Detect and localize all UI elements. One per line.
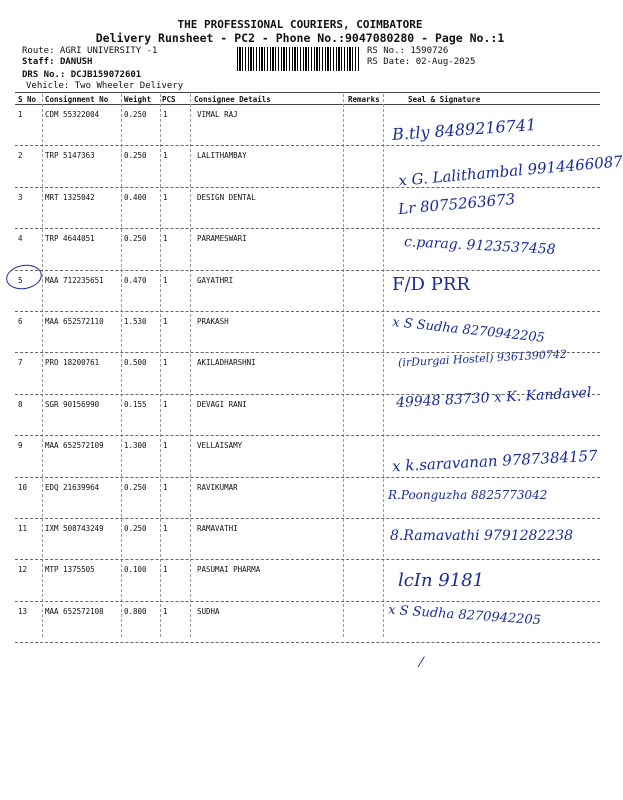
- row-cell-sno: 5: [18, 275, 23, 285]
- signature-row-5: F/D PRR: [392, 274, 470, 295]
- drs-info: DRS No.: DCJB159072601: [22, 70, 142, 80]
- signature-row-2: x G. Lalithambal 9914466087: [397, 152, 623, 190]
- signature-row-9: x k.saravanan 9787384157: [391, 446, 599, 476]
- row-divider: [15, 270, 600, 271]
- row-cell-weight: 0.250: [124, 110, 147, 119]
- row-divider: [15, 601, 600, 602]
- stray-pen-mark: ⁄: [420, 655, 423, 671]
- col-header-weight: Weight: [124, 95, 152, 104]
- row-cell-consignee: PRAKASH: [197, 317, 229, 326]
- col-header-remarks: Remarks: [348, 95, 380, 104]
- circled-row-mark: [4, 262, 44, 292]
- staff-label: Staff:: [22, 57, 55, 67]
- row-cell-weight: 0.400: [124, 192, 147, 202]
- col-divider: [42, 94, 43, 637]
- row-cell-weight: 0.250: [124, 234, 147, 244]
- row-cell-sno: 6: [18, 317, 23, 326]
- row-cell-sno: 9: [18, 441, 23, 451]
- row-cell-weight: 0.800: [124, 606, 147, 616]
- signature-row-6: x S Sudha 8270942205: [391, 315, 546, 346]
- row-cell-weight: 0.155: [124, 399, 147, 409]
- col-header-sno: S No: [18, 95, 37, 104]
- row-divider: [15, 187, 600, 188]
- row-cell-consignee: VELLAISAMY: [197, 441, 243, 451]
- staff-name: DANUSH: [59, 57, 93, 67]
- signature-row-8: 49948 83730 x K. Kandavel: [395, 384, 592, 412]
- col-header-consignee: Consignee Details: [194, 95, 271, 104]
- row-cell-pcs: 1: [163, 151, 168, 161]
- row-cell-consignee: GAYATHRI: [197, 275, 234, 285]
- route-info: Route: AGRI UNIVERSITY -1: [22, 46, 158, 56]
- row-cell-pcs: 1: [163, 110, 168, 119]
- row-cell-sno: 12: [18, 565, 28, 575]
- row-cell-weight: 0.470: [124, 275, 147, 285]
- col-divider: [190, 94, 191, 637]
- row-cell-pcs: 1: [163, 524, 168, 533]
- barcode: [237, 47, 359, 71]
- signature-row-13: x S Sudha 8270942205: [387, 602, 542, 629]
- table-top-border: [15, 92, 600, 93]
- row-cell-consignment: CDM 55322004: [45, 110, 100, 119]
- row-divider: [15, 559, 600, 560]
- row-cell-consignee: PASUMAI PHARMA: [197, 565, 261, 575]
- row-divider: [15, 477, 600, 478]
- row-cell-consignee: LALITHAMBAY: [197, 151, 247, 161]
- signature-row-3: Lr 8075263673: [397, 189, 516, 219]
- row-divider: [15, 518, 600, 519]
- col-divider: [160, 94, 161, 637]
- row-cell-consignee: PARAMESWARI: [197, 234, 247, 244]
- row-cell-consignee: DESIGN DENTAL: [197, 192, 256, 202]
- col-divider: [383, 94, 384, 637]
- page-title: THE PROFESSIONAL COURIERS, COIMBATORE: [177, 18, 423, 31]
- row-cell-sno: 8: [18, 399, 23, 409]
- vehicle-info: Vehicle: Two Wheeler Delivery: [26, 81, 184, 91]
- rs-date: RS Date: 02-Aug-2025: [367, 57, 476, 67]
- row-cell-consignee: SUDHA: [197, 606, 220, 616]
- row-cell-consignment: EDQ 21639964: [45, 482, 100, 492]
- row-cell-consignee: RAVIKUMAR: [197, 482, 238, 492]
- col-header-signature: Seal & Signature: [408, 95, 481, 104]
- row-divider: [15, 145, 600, 146]
- row-cell-sno: 1: [18, 110, 23, 119]
- row-cell-consignment: MAA 712235651: [45, 275, 104, 285]
- row-cell-sno: 2: [18, 151, 23, 161]
- row-cell-weight: 0.250: [124, 524, 147, 533]
- row-cell-consignee: RAMAVATHI: [197, 524, 238, 533]
- row-cell-consignment: IXM 508743249: [45, 524, 104, 533]
- col-header-pcs: PCS: [162, 95, 176, 104]
- header-bottom-border: [15, 104, 600, 105]
- row-cell-consignment: MRT 1325042: [45, 192, 95, 202]
- row-cell-sno: 10: [18, 482, 28, 492]
- row-cell-consignee: DEVAGI RANI: [197, 399, 247, 409]
- signature-row-11: 8.Ramavathi 9791282238: [390, 528, 574, 544]
- page-subtitle: Delivery Runsheet - PC2 - Phone No.:9047080280 - Page No.:1: [95, 31, 505, 45]
- row-cell-consignment: MAA 652572108: [45, 606, 104, 616]
- row-cell-weight: 0.250: [124, 482, 147, 492]
- row-cell-sno: 13: [18, 606, 28, 616]
- row-divider: [15, 435, 600, 436]
- row-cell-weight: 1.300: [124, 441, 147, 451]
- col-divider: [121, 94, 122, 637]
- row-cell-sno: 7: [18, 358, 23, 368]
- signature-row-7: (irDurgai Hostel) 9361390742: [397, 347, 568, 370]
- row-cell-pcs: 1: [163, 192, 168, 202]
- row-cell-pcs: 1: [163, 358, 168, 368]
- row-cell-consignment: SGR 90156990: [45, 399, 100, 409]
- row-cell-weight: 0.500: [124, 358, 147, 368]
- row-cell-pcs: 1: [163, 441, 168, 451]
- signature-row-10: R.Poonguzha 8825773042: [388, 488, 548, 502]
- row-cell-consignee: VIMAL RAJ: [197, 110, 238, 119]
- signature-row-4: c.parag. 9123537458: [403, 234, 556, 258]
- col-header-consignment: Consignment No: [45, 95, 109, 104]
- row-cell-weight: 0.100: [124, 565, 147, 575]
- col-divider: [343, 94, 344, 637]
- row-cell-consignment: MAA 652572110: [45, 317, 104, 326]
- row-cell-pcs: 1: [163, 234, 168, 244]
- row-cell-pcs: 1: [163, 565, 168, 575]
- row-cell-consignment: MAA 652572109: [45, 441, 104, 451]
- row-cell-consignee: AKILADHARSHNI: [197, 358, 256, 368]
- rs-number: RS No.: 1590726: [367, 46, 449, 56]
- row-cell-sno: 3: [18, 192, 23, 202]
- row-cell-pcs: 1: [163, 399, 168, 409]
- row-divider: [15, 642, 600, 643]
- row-cell-weight: 0.250: [124, 151, 147, 161]
- row-cell-consignment: TRP 5147363: [45, 151, 95, 161]
- row-cell-pcs: 1: [163, 317, 168, 326]
- signature-row-1: B.tly 8489216741: [391, 114, 537, 145]
- row-cell-weight: 1.530: [124, 317, 147, 326]
- signature-row-12: lcIn 9181: [398, 570, 485, 591]
- row-cell-pcs: 1: [163, 606, 168, 616]
- staff-info: [22, 57, 92, 67]
- row-cell-sno: 4: [18, 234, 23, 244]
- row-cell-sno: 11: [18, 524, 28, 533]
- row-cell-consignment: TRP 4644051: [45, 234, 95, 244]
- row-divider: [15, 311, 600, 312]
- row-cell-pcs: 1: [163, 482, 168, 492]
- row-cell-consignment: PRO 18200761: [45, 358, 100, 368]
- row-cell-pcs: 1: [163, 275, 168, 285]
- row-cell-consignment: MTP 1375505: [45, 565, 95, 575]
- row-divider: [15, 228, 600, 229]
